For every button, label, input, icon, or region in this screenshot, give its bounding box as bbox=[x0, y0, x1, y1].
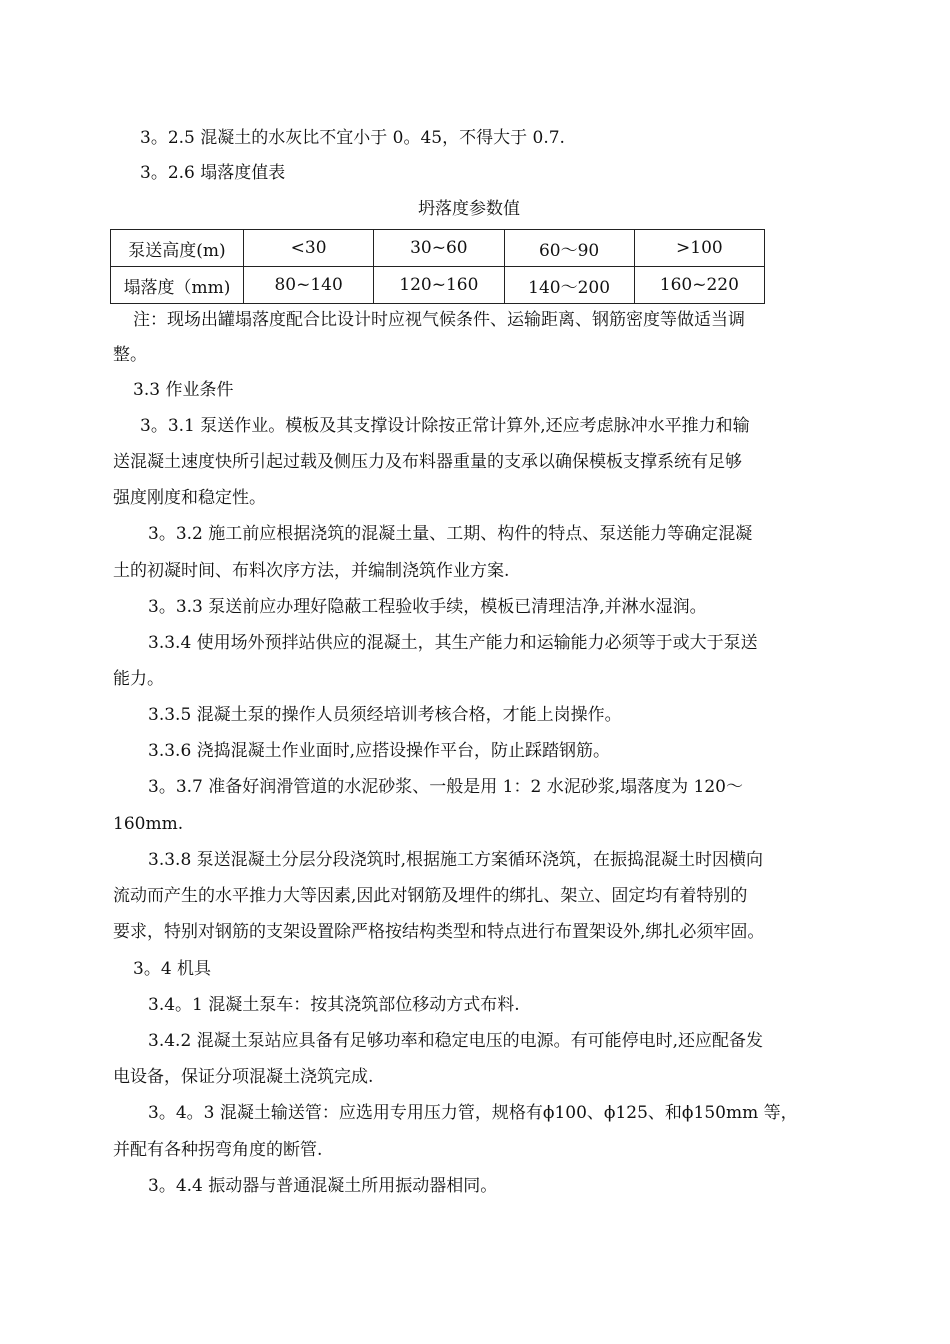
paragraph-line: 3。4.4 振动器与普通混凝土所用振动器相同。 bbox=[148, 1176, 498, 1196]
section-heading-3-3: 3.3 作业条件 bbox=[133, 380, 234, 400]
table-cell: >100 bbox=[634, 230, 764, 267]
table-cell: 80~140 bbox=[244, 267, 374, 304]
table-cell: <30 bbox=[244, 230, 374, 267]
paragraph-line: 3.3.4 使用场外预拌站供应的混凝土，其生产能力和运输能力必须等于或大于泵送 bbox=[148, 633, 758, 653]
paragraph-line: 流动而产生的水平推力大等因素,因此对钢筋及埋件的绑扎、架立、固定均有着特别的 bbox=[113, 886, 748, 906]
paragraph-line: 3.4.2 混凝土泵站应具备有足够功率和稳定电压的电源。有可能停电时,还应配备发 bbox=[148, 1031, 764, 1051]
paragraph-line: 要求，特别对钢筋的支架设置除严格按结构类型和特点进行布置架设外,绑扎必须牢固。 bbox=[113, 922, 765, 942]
paragraph-line: 电设备，保证分项混凝土浇筑完成. bbox=[113, 1067, 374, 1087]
paragraph-line: 能力。 bbox=[113, 669, 164, 689]
paragraph-line: 送混凝土速度快所引起过载及侧压力及布料器重量的支承以确保模板支撑系统有足够 bbox=[113, 452, 742, 472]
paragraph-line: 3。3.3 泵送前应办理好隐蔽工程验收手续，模板已清理洁净,并淋水湿润。 bbox=[148, 597, 707, 617]
table-cell: 160~220 bbox=[634, 267, 764, 304]
table-cell: 140～200 bbox=[504, 267, 634, 304]
paragraph-line: 3。3.2 施工前应根据浇筑的混凝土量、工期、构件的特点、泵送能力等确定混凝 bbox=[148, 524, 753, 544]
note-line: 整。 bbox=[113, 345, 147, 365]
table-cell: 60～90 bbox=[504, 230, 634, 267]
paragraph-line: 3。3.1 泵送作业。模板及其支撑设计除按正常计算外,还应考虑脉冲水平推力和输 bbox=[140, 416, 750, 436]
paragraph-line: 并配有各种拐弯角度的断管. bbox=[113, 1140, 323, 1160]
paragraph-line: 强度刚度和稳定性。 bbox=[113, 488, 266, 508]
paragraph-line: 3.3.8 泵送混凝土分层分段浇筑时,根据施工方案循环浇筑，在振捣混凝土时因横向 bbox=[148, 850, 764, 870]
clause-3-2-6: 3。2.6 塌落度值表 bbox=[140, 163, 286, 183]
slump-table bbox=[110, 229, 765, 304]
section-heading-3-4: 3。4 机具 bbox=[133, 959, 212, 979]
paragraph-line: 土的初凝时间、布料次序方法，并编制浇筑作业方案. bbox=[113, 561, 510, 581]
table-title: 坍落度参数值 bbox=[418, 199, 520, 219]
table-row bbox=[111, 267, 765, 304]
table-cell: 120~160 bbox=[374, 267, 504, 304]
paragraph-line: 160mm. bbox=[113, 814, 184, 834]
table-cell: 30~60 bbox=[374, 230, 504, 267]
clause-3-2-5: 3。2.5 混凝土的水灰比不宜小于 0。45，不得大于 0.7. bbox=[140, 128, 565, 148]
paragraph-line: 3.3.5 混凝土泵的操作人员须经培训考核合格，才能上岗操作。 bbox=[148, 705, 622, 725]
table-cell: 塌落度（mm) bbox=[111, 267, 244, 304]
table-cell: 泵送高度(m) bbox=[111, 230, 244, 267]
paragraph-line: 3。3.7 准备好润滑管道的水泥砂浆、一般是用 1：2 水泥砂浆,塌落度为 120～ bbox=[148, 777, 743, 797]
note-line: 注：现场出罐塌落度配合比设计时应视气候条件、运输距离、钢筋密度等做适当调 bbox=[133, 310, 745, 330]
table-row bbox=[111, 230, 765, 267]
paragraph-line: 3.4。1 混凝土泵车：按其浇筑部位移动方式布料. bbox=[148, 995, 520, 1015]
paragraph-line: 3.3.6 浇捣混凝土作业面时,应搭设操作平台，防止踩踏钢筋。 bbox=[148, 741, 611, 761]
paragraph-line: 3。4。3 混凝土输送管：应选用专用压力管，规格有ϕ100、ϕ125、和ϕ150mm 等， bbox=[148, 1103, 798, 1123]
